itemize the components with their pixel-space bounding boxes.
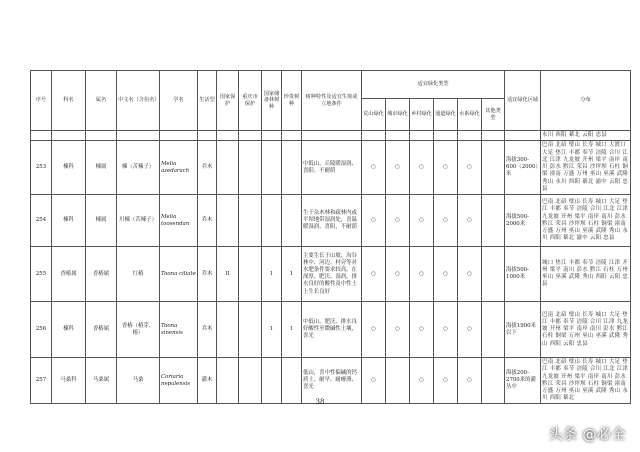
reserve-cell: 1 (262, 247, 282, 302)
family-cell: 马桑科 (52, 358, 86, 404)
green-type-cell: ○ (458, 358, 482, 404)
green-type-cell: ○ (386, 141, 410, 195)
page-number: 38 (315, 398, 325, 406)
green-type-cell (482, 141, 505, 195)
green-type-cell: ○ (434, 141, 458, 195)
distribution-cell: 城口 垫江 丰都 奉节 涪陵 江津 开州 梁平 南川 彭水 黔江 石柱 万州 巫山 巫溪 武隆 秀山 西阳 云阳 忠县 (541, 247, 631, 302)
habit-cell: 乔木 (198, 141, 217, 195)
genus-cell: 楝属 (86, 195, 117, 247)
rare-cell (282, 141, 302, 195)
green-type-cell (482, 195, 505, 247)
chongqing-cell (239, 141, 262, 195)
header-seq: 序号 (31, 71, 52, 131)
header-national: 国家保护 (217, 71, 239, 131)
seq-cell: 256 (31, 302, 52, 358)
family-cell: 楝科 (52, 195, 86, 247)
green-type-cell: ○ (434, 195, 458, 247)
distribution-cell: 永川 西阳 綦北 云阳 忠县 (541, 131, 631, 141)
zone-cell: 海拔500-2000米 (505, 195, 541, 247)
distribution-cell: 巴南 北碚 璧山 长寿 城口 大足 垫江 丰都 奉节 涪陵 合川 江津 九龙坡 开州 梁平 南岸 南川 彭水 黔江 石柱 铜梁 万州 巫山 巫溪 武隆 秀山 西阳 云阳 忠县 (541, 302, 631, 358)
habit-cell: 乔木 (198, 302, 217, 358)
header-genus: 属名 (86, 71, 117, 131)
header-sci-name: 学名 (160, 71, 198, 131)
green-type-cell: ○ (362, 247, 386, 302)
header-reserve: 国家储备林树种 (262, 71, 282, 131)
header-green-type: 乡村绿化 (410, 99, 434, 131)
green-type-cell: ○ (410, 247, 434, 302)
green-type-cell: ○ (410, 358, 434, 404)
table-row (31, 247, 631, 302)
green-type-cell: ○ (434, 358, 458, 404)
seq-cell: 255 (31, 247, 52, 302)
chongqing-cell (239, 358, 262, 404)
national-cell (217, 302, 239, 358)
green-type-cell: ○ (386, 195, 410, 247)
table-row (31, 195, 631, 247)
table-header (31, 71, 631, 131)
seq-cell: 253 (31, 141, 52, 195)
header-green-type: 城市绿化 (386, 99, 410, 131)
green-type-cell: ○ (410, 302, 434, 358)
green-type-cell: ○ (458, 247, 482, 302)
features-cell: 中低山、丘陵暖湿润、喜阳、不耐荫 (302, 141, 362, 195)
seq-cell: 257 (31, 358, 52, 404)
header-rare: 珍贵树种 (282, 71, 302, 131)
genus-cell: 香椿属 (86, 302, 117, 358)
cn-name-cell: 楝（苦楝子） (117, 141, 160, 195)
header-green-type: 水系绿化 (458, 99, 482, 131)
cn-name-cell: 香椿（椿芽、椿） (117, 302, 160, 358)
chongqing-cell (239, 247, 262, 302)
green-type-cell: ○ (362, 358, 386, 404)
sci-name-cell: Melia toosendan (160, 195, 198, 247)
green-type-cell (482, 302, 505, 358)
green-type-cell: ○ (362, 141, 386, 195)
rare-cell (282, 358, 302, 404)
reserve-cell: 1 (262, 302, 282, 358)
green-type-cell (386, 358, 410, 404)
national-cell: II (217, 247, 239, 302)
table-row (31, 141, 631, 195)
sci-name-cell: Melia azedarach (160, 141, 198, 195)
features-cell: 中低山、肥沃、排水良好酸性至微碱性土壤，喜光 (302, 302, 362, 358)
table-row-continued (31, 131, 631, 141)
green-type-cell: ○ (434, 247, 458, 302)
header-habit: 生活型 (198, 71, 217, 131)
green-type-cell: ○ (362, 302, 386, 358)
green-type-cell: ○ (362, 195, 386, 247)
species-table (30, 70, 631, 404)
header-distribution: 分布 (541, 71, 631, 131)
table-body (31, 131, 631, 404)
features-cell: 主要生长于山坡、沟谷林中、河边、村旁等对水肥条件要求较高，在深厚、肥沃、湿润、排水良好的酸性及中性土上生长良好 (302, 247, 362, 302)
zone-cell: 海拔500-1000米 (505, 247, 541, 302)
distribution-cell: 巴南 北碚 璧山 长寿 城口 大足 垫江 丰都 奉节 涪陵 合川 江北 江津 九龙坡 开州 梁平 南岸 南川 彭水 黔江 荣昌 沙坪坝 石柱 铜梁 潼南 万盛 万州 巫山 巫溪 武隆 秀山 永川 西阳 綦北 (541, 358, 631, 404)
header-zone: 适宜绿化区域 (505, 71, 541, 131)
header-chongqing: 重庆市保护 (239, 71, 262, 131)
watermark: 头条 @必全 (548, 427, 626, 443)
reserve-cell (262, 358, 282, 404)
features-cell: 生于杂木林和疏林内或平坝地带湿润处，喜温暖湿润、喜阳，不耐荫 (302, 195, 362, 247)
zone-cell: 海拔300-600（2000）米 (505, 141, 541, 195)
habit-cell: 乔木 (198, 195, 217, 247)
family-cell: 楝科 (52, 141, 86, 195)
features-cell: 低山，喜中性偏碱的钙质土、耐旱、耐瘠薄、喜光 (302, 358, 362, 404)
header-green-type-group: 适宜绿化类型 (362, 71, 505, 99)
cn-name-cell: 川楝（苦楝子） (117, 195, 160, 247)
header-green-type: 通道绿化 (434, 99, 458, 131)
cn-name-cell: 红椿 (117, 247, 160, 302)
green-type-cell: ○ (410, 141, 434, 195)
distribution-cell: 巴南 北碚 璧山 长寿 城口 大足 垫江 丰都 奉节 涪陵 合川 江北 江津 九龙坡 开州 梁平 南岸 南川 彭水 黔江 荣昌 沙坪坝 石柱 铜梁 潼南 万盛 万州 巫山 巫溪 武隆 秀山 永川 西阳 綦北 渝中 云阳 忠县 (541, 195, 631, 247)
header-family: 科名 (52, 71, 86, 131)
header-green-type: 其他类型 (482, 99, 505, 131)
family-cell: 香椿属 (52, 247, 86, 302)
green-type-cell: ○ (386, 247, 410, 302)
zone-cell: 海拔1900米以下 (505, 302, 541, 358)
green-type-cell (482, 247, 505, 302)
green-type-cell: ○ (458, 302, 482, 358)
genus-cell: 马桑属 (86, 358, 117, 404)
rare-cell (282, 195, 302, 247)
reserve-cell (262, 195, 282, 247)
national-cell (217, 195, 239, 247)
header-features: 树种特性及适宜生境或立地条件 (302, 71, 362, 131)
green-type-cell (482, 358, 505, 404)
sci-name-cell: Toona ciliate (160, 247, 198, 302)
green-type-cell: ○ (434, 302, 458, 358)
green-type-cell: ○ (458, 141, 482, 195)
green-type-cell: ○ (458, 195, 482, 247)
green-type-cell: ○ (386, 302, 410, 358)
sci-name-cell: Coriaria nepalensis (160, 358, 198, 404)
family-cell: 楝科 (52, 302, 86, 358)
sci-name-cell: Toona sinensis (160, 302, 198, 358)
reserve-cell (262, 141, 282, 195)
genus-cell: 香椿属 (86, 247, 117, 302)
habit-cell: 灌木 (198, 358, 217, 404)
national-cell (217, 358, 239, 404)
national-cell (217, 141, 239, 195)
seq-cell: 254 (31, 195, 52, 247)
chongqing-cell (239, 195, 262, 247)
genus-cell: 楝属 (86, 141, 117, 195)
distribution-cell: 巴南 北碚 璧山 长寿 城口 大渡口 大足 垫江 丰都 奉节 涪陵 合川 江北 江津 九龙坡 开州 梁平 南岸 南川 彭水 黔江 荣昌 沙坪坝 石柱 铜梁 潼南 万盛 万州 巫山 巫溪 武隆 秀山 永川 西阳 綦北 渝中 云阳 忠县 (541, 141, 631, 195)
chongqing-cell (239, 302, 262, 358)
cn-name-cell: 马桑 (117, 358, 160, 404)
rare-cell: 1 (282, 302, 302, 358)
green-type-cell: ○ (410, 195, 434, 247)
table-row (31, 358, 631, 404)
rare-cell: 1 (282, 247, 302, 302)
header-green-type: 荒山绿化 (362, 99, 386, 131)
zone-cell: 海拔200-2700米的灌丛中 (505, 358, 541, 404)
table-row (31, 302, 631, 358)
header-cn-name: 中文名（含俗名） (117, 71, 160, 131)
habit-cell: 乔木 (198, 247, 217, 302)
